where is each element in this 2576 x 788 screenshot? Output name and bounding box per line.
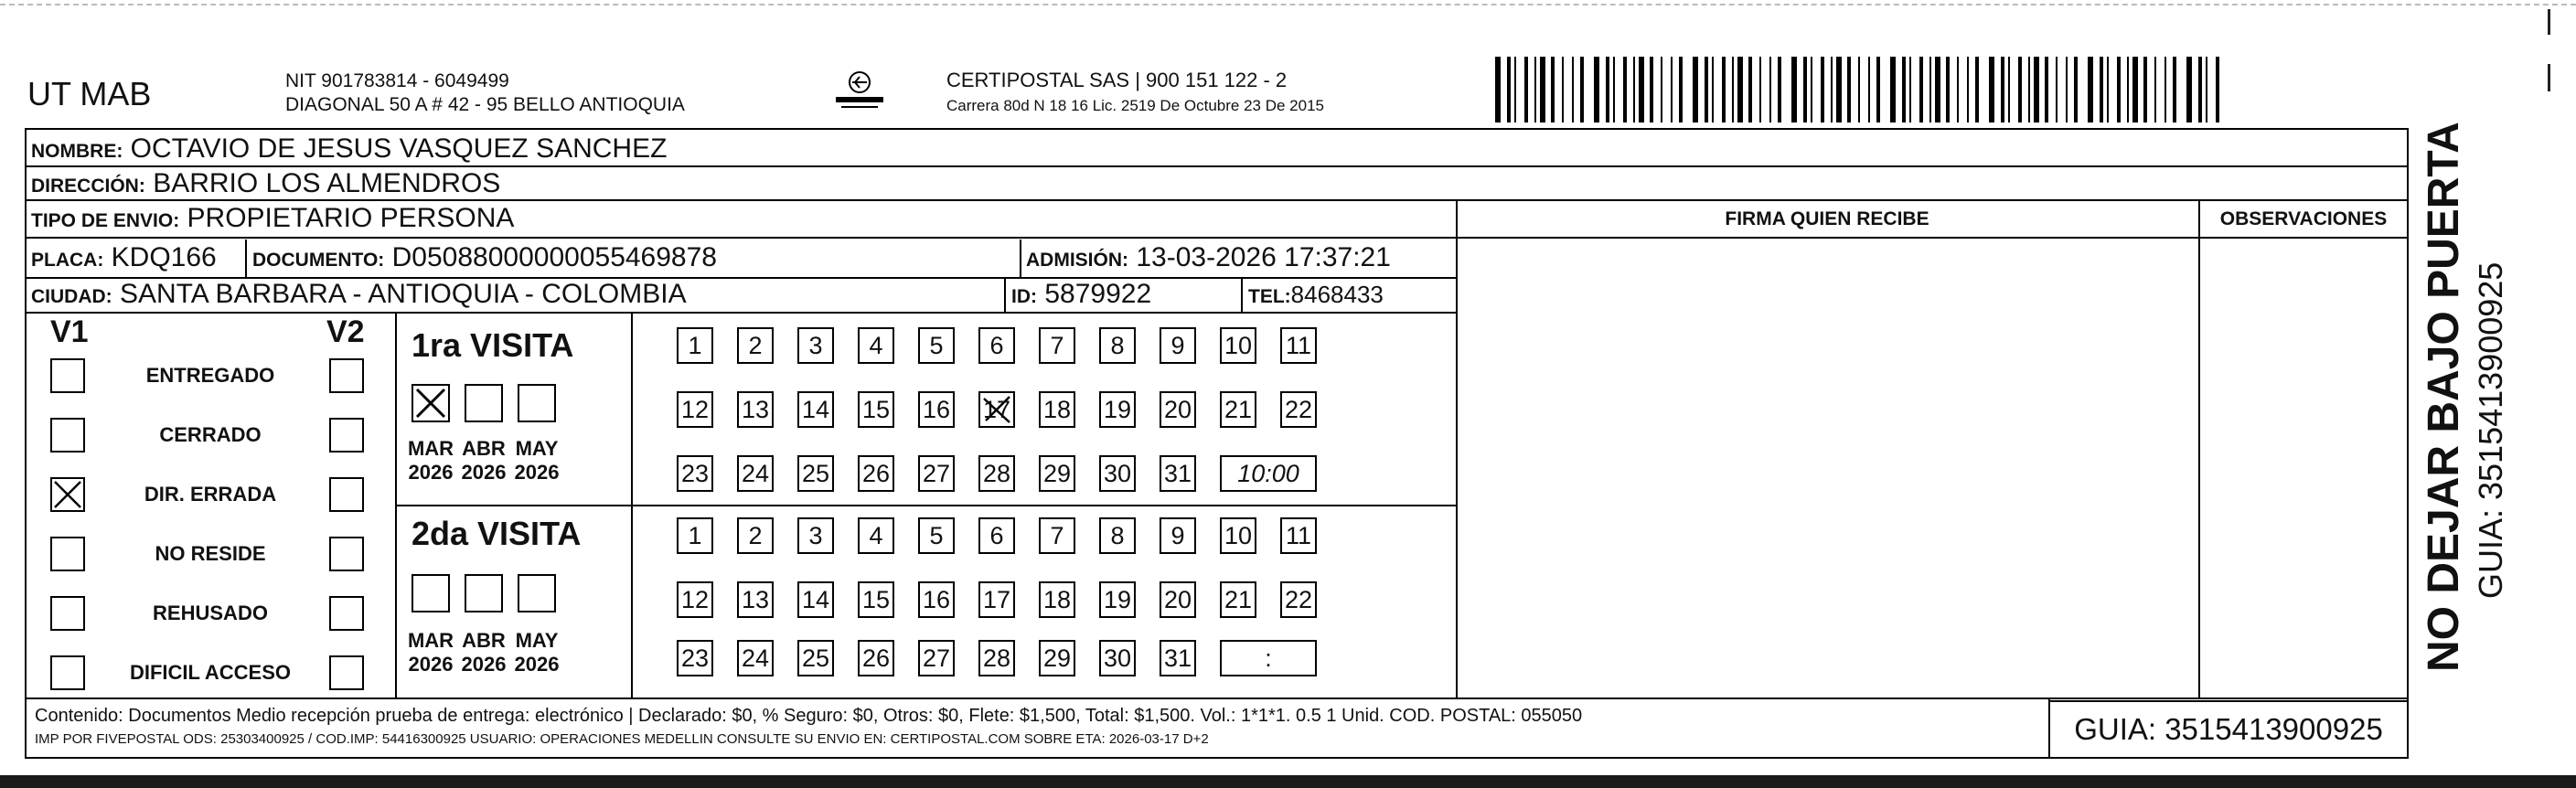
content-summary: Contenido: Documentos Medio recepción prueba de entrega: electrónico | Declarado: $0, % Seguro: $0, Otros: $0, Flete: $1,500, Total: $1,500. Vol.: 1*1*1. 0.5 1 Unid. COD. POSTAL: 055050: [35, 706, 1583, 726]
day-box: 1: [677, 327, 713, 364]
edge-mark: [2548, 9, 2550, 35]
day-box: 9: [1160, 327, 1196, 364]
month-year: 2026: [514, 653, 560, 676]
admision-value: 13-03-2026 17:37:21: [1136, 242, 1391, 272]
first-visit-title: 1ra VISITA: [412, 326, 574, 364]
courier-info: [946, 68, 1324, 119]
v1-checkbox-checked: [50, 477, 85, 512]
day-box: 12: [677, 391, 713, 428]
ciudad-cell: [31, 280, 687, 312]
month-checkbox: [518, 574, 556, 612]
day-box: 15: [858, 581, 894, 618]
day-box: 3: [797, 327, 834, 364]
ciudad-value: SANTA BARBARA - ANTIOQUIA - COLOMBIA: [120, 279, 687, 309]
day-box: 20: [1160, 391, 1196, 428]
placa-value: KDQ166: [111, 242, 217, 272]
day-box: 18: [1039, 581, 1075, 618]
month-name: MAR: [407, 629, 454, 652]
day-box: 23: [677, 640, 713, 676]
month-name: MAY: [515, 437, 559, 460]
month-name: MAY: [515, 629, 559, 652]
divider: [25, 237, 2409, 239]
day-box: 5: [918, 327, 955, 364]
day-box: 25: [797, 455, 834, 492]
day-box: 26: [858, 455, 894, 492]
day-box: 25: [797, 640, 834, 676]
status-label: DIR. ERRADA: [144, 483, 277, 506]
month-checkbox: [518, 384, 556, 422]
month-checkbox: [465, 574, 503, 612]
v2-checkbox: [329, 358, 364, 393]
admision-cell: [1026, 243, 1391, 275]
courier-name: CERTIPOSTAL SAS | 900 151 122 - 2: [946, 69, 1288, 91]
v2-checkbox: [329, 655, 364, 690]
divider: [1004, 277, 1006, 312]
v1-checkbox: [50, 537, 85, 571]
placa-label: PLACA:: [31, 250, 104, 271]
v1-checkbox: [50, 655, 85, 690]
firma-header: FIRMA QUIEN RECIBE: [1725, 208, 1929, 229]
month-name: ABR: [462, 629, 506, 652]
day-box: 28: [978, 640, 1015, 676]
day-box: 24: [737, 640, 774, 676]
day-box: 31: [1160, 640, 1196, 676]
day-box: 3: [797, 517, 834, 554]
status-label: NO RESIDE: [155, 542, 266, 565]
v2-checkbox: [329, 537, 364, 571]
print-info: IMP POR FIVEPOSTAL ODS: 25303400925 / COD.IMP: 54416300925 USUARIO: OPERACIONES MEDELLIN CONSULTE SU ENVIO EN: CERTIPOSTAL.COM SOBRE ETA: 2026-03-17 D+2: [35, 731, 1209, 747]
day-box: 20: [1160, 581, 1196, 618]
month-name: MAR: [407, 437, 454, 460]
edge-mark: [2548, 64, 2550, 91]
day-box: 2: [737, 327, 774, 364]
month-label: [509, 629, 564, 676]
nombre-row: [31, 134, 667, 166]
status-label: ENTREGADO: [145, 364, 275, 387]
month-checkbox: [465, 384, 503, 422]
direccion-value: BARRIO LOS ALMENDROS: [153, 168, 501, 198]
day-box: 14: [797, 391, 834, 428]
day-box: 12: [677, 581, 713, 618]
month-year: 2026: [408, 461, 454, 484]
v2-checkbox: [329, 477, 364, 512]
day-box: 23: [677, 455, 713, 492]
month-label: [403, 437, 458, 485]
day-box: 2: [737, 517, 774, 554]
divider: [1241, 277, 1243, 312]
v1-checkbox: [50, 418, 85, 453]
day-box: 27: [918, 455, 955, 492]
day-box: 8: [1099, 517, 1136, 554]
day-box: 27: [918, 640, 955, 676]
day-box: 7: [1039, 327, 1075, 364]
day-box: 19: [1099, 581, 1136, 618]
day-box: 18: [1039, 391, 1075, 428]
v1-checkbox: [50, 596, 85, 631]
day-box: 4: [858, 517, 894, 554]
day-box: 13: [737, 391, 774, 428]
direccion-row: [31, 169, 500, 201]
day-box: 30: [1099, 640, 1136, 676]
v1-header: V1: [50, 314, 89, 349]
day-box: 1: [677, 517, 713, 554]
tipo-envio-label: TIPO DE ENVIO:: [31, 210, 180, 231]
time-box: 10:00: [1220, 455, 1317, 492]
barcode: [1495, 57, 2227, 122]
company-address: DIAGONAL 50 A # 42 - 95 BELLO ANTIOQUIA: [285, 94, 685, 115]
id-cell: [1011, 280, 1151, 312]
certipostal-logo-icon: [832, 66, 887, 113]
day-box-checked: [978, 391, 1015, 428]
placa-cell: [31, 243, 217, 275]
day-box: 11: [1280, 327, 1317, 364]
day-box: 14: [797, 581, 834, 618]
observaciones-header: OBSERVACIONES: [2219, 208, 2388, 229]
day-box: 26: [858, 640, 894, 676]
day-box: 9: [1160, 517, 1196, 554]
day-box: 28: [978, 455, 1015, 492]
tipo-envio-value: PROPIETARIO PERSONA: [187, 203, 515, 233]
day-box: 10: [1220, 517, 1256, 554]
documento-label: DOCUMENTO:: [252, 250, 385, 271]
v2-checkbox: [329, 596, 364, 631]
v2-checkbox: [329, 418, 364, 453]
month-label: [456, 629, 511, 676]
status-label: DIFICIL ACCESO: [129, 661, 291, 684]
id-value: 5879922: [1044, 279, 1152, 309]
day-box: 4: [858, 327, 894, 364]
second-visit-title: 2da VISITA: [412, 515, 582, 552]
divider: [245, 240, 247, 277]
divider: [25, 312, 1456, 314]
day-box: 15: [858, 391, 894, 428]
month-year: 2026: [514, 461, 560, 484]
day-box: 22: [1280, 581, 1317, 618]
tel-cell: [1248, 280, 1384, 312]
nombre-label: NOMBRE:: [31, 141, 123, 162]
divider: [25, 697, 2409, 699]
month-year: 2026: [408, 653, 454, 676]
cut-line-top: [0, 4, 2576, 5]
day-box: 21: [1220, 391, 1256, 428]
status-label: REHUSADO: [153, 602, 268, 624]
v2-header: V2: [326, 314, 365, 349]
divider: [395, 505, 1456, 506]
month-label: [456, 437, 511, 485]
courier-license: Carrera 80d N 18 16 Lic. 2519 De Octubre 23 De 2015: [946, 97, 1324, 114]
company-info: [285, 69, 685, 117]
day-box: 8: [1099, 327, 1136, 364]
month-checkbox-checked: [412, 384, 450, 422]
day-box: 30: [1099, 455, 1136, 492]
day-box: 19: [1099, 391, 1136, 428]
side-warning: NO DEJAR BAJO PUERTA: [2420, 122, 2468, 672]
day-box: 29: [1039, 640, 1075, 676]
documento-value: D05088000000055469878: [391, 242, 717, 272]
divider: [2198, 199, 2200, 697]
day-box: 11: [1280, 517, 1317, 554]
day-box: 7: [1039, 517, 1075, 554]
day-box: 5: [918, 517, 955, 554]
day-box: 29: [1039, 455, 1075, 492]
month-checkbox: [412, 574, 450, 612]
tel-value: 8468433: [1290, 281, 1384, 308]
day-box: 13: [737, 581, 774, 618]
day-box: 6: [978, 517, 1015, 554]
documento-cell: [252, 243, 717, 275]
status-label: CERRADO: [159, 423, 262, 446]
day-box: 6: [978, 327, 1015, 364]
month-name: ABR: [462, 437, 506, 460]
day-box: 16: [918, 391, 955, 428]
admision-label: ADMISIÓN:: [1026, 250, 1128, 271]
month-year: 2026: [461, 461, 507, 484]
day-box: 21: [1220, 581, 1256, 618]
v1-checkbox: [50, 358, 85, 393]
tipo-envio-row: [31, 204, 514, 236]
nombre-value: OCTAVIO DE JESUS VASQUEZ SANCHEZ: [130, 133, 668, 164]
ciudad-label: CIUDAD:: [31, 286, 112, 307]
time-box: :: [1220, 640, 1317, 676]
divider: [1456, 199, 1458, 697]
month-label: [509, 437, 564, 485]
day-box: 31: [1160, 455, 1196, 492]
day-number: 17: [982, 396, 1011, 423]
divider: [1020, 240, 1021, 277]
month-label: [403, 629, 458, 676]
company-name: UT MAB: [27, 75, 152, 112]
guia-number: GUIA: 3515413900925: [2048, 700, 2409, 759]
day-box: 24: [737, 455, 774, 492]
day-box: 17: [978, 581, 1015, 618]
direccion-label: DIRECCIÓN:: [31, 176, 145, 197]
month-year: 2026: [461, 653, 507, 676]
page-bottom-edge: [0, 775, 2576, 788]
day-box: 10: [1220, 327, 1256, 364]
id-label: ID:: [1011, 286, 1037, 307]
tel-label: TEL:: [1248, 286, 1291, 307]
day-box: 22: [1280, 391, 1317, 428]
side-guia: GUIA: 3515413900925: [2472, 261, 2509, 599]
day-box: 16: [918, 581, 955, 618]
company-nit: NIT 901783814 - 6049499: [285, 70, 509, 91]
